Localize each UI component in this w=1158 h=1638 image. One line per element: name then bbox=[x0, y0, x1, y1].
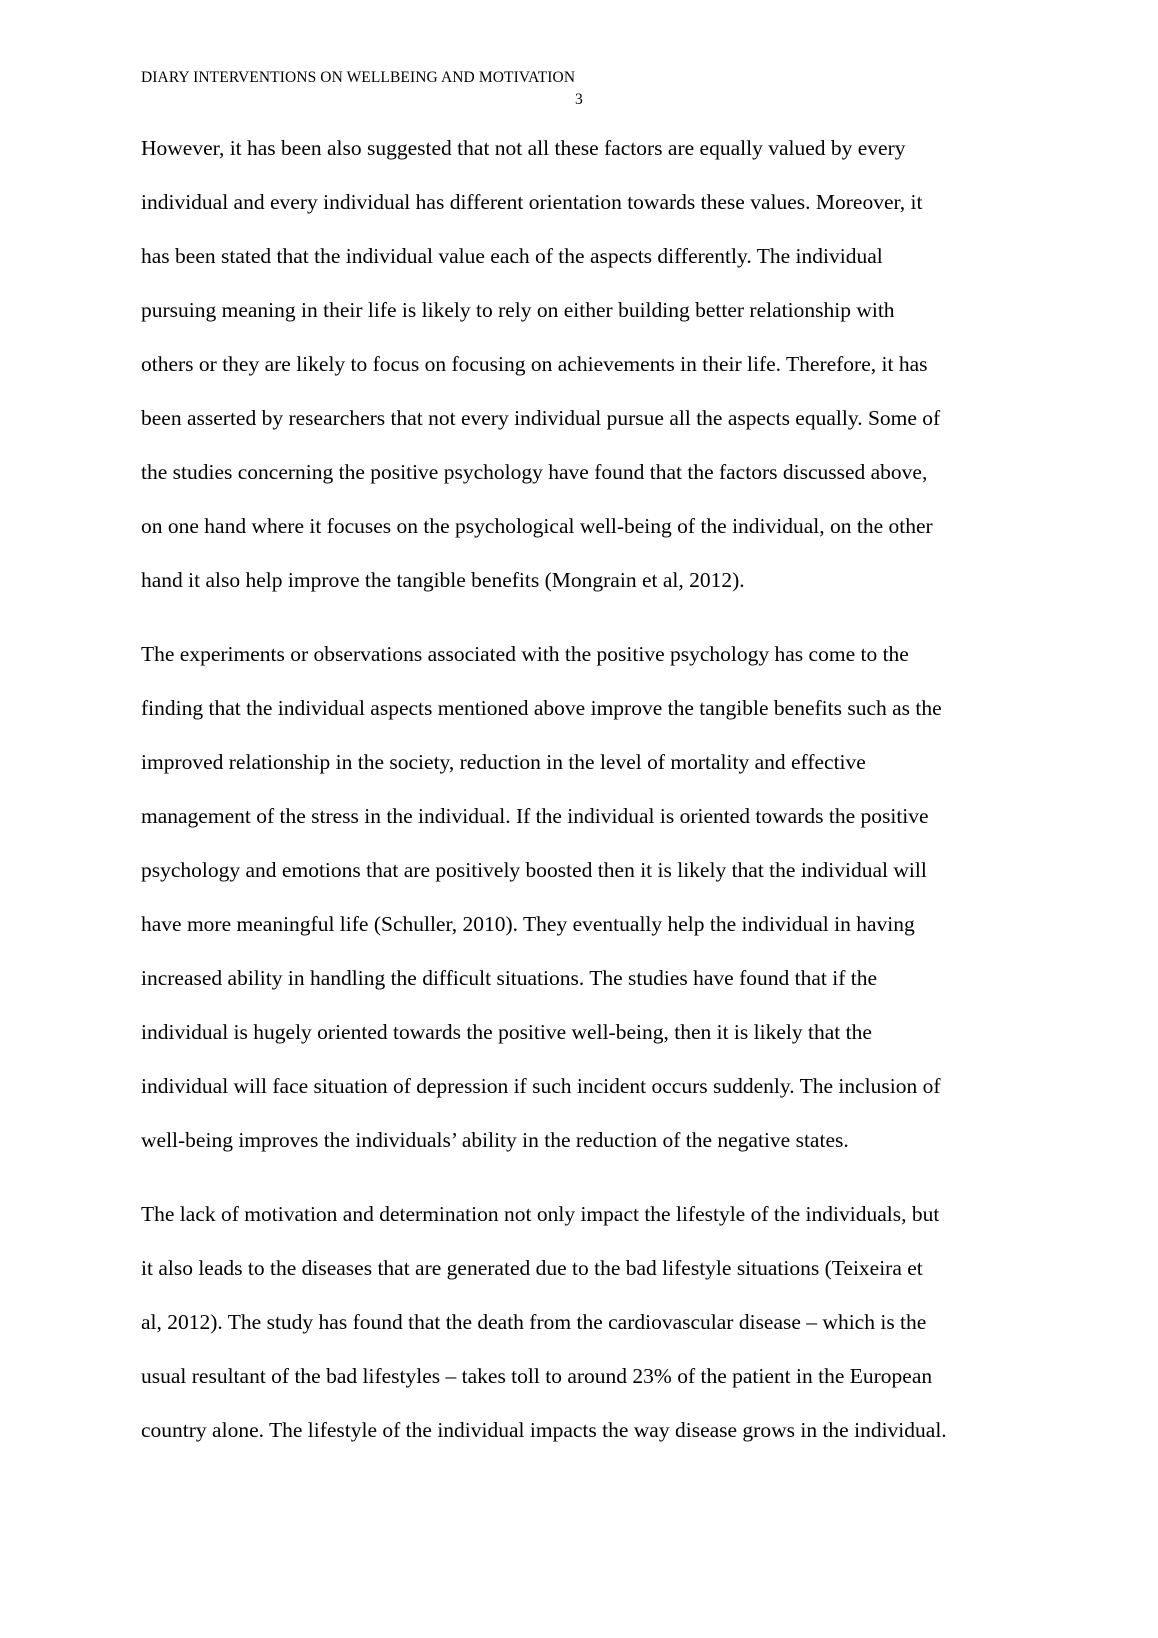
body-text bbox=[141, 136, 1031, 1492]
text-line: management of the stress in the individual. If the individual is oriented towards the positive bbox=[141, 804, 929, 828]
text-line: usual resultant of the bad lifestyles – takes toll to around 23% of the patient in the European bbox=[141, 1364, 933, 1388]
text-line: country alone. The lifestyle of the individual impacts the way disease grows in the individual. bbox=[141, 1418, 947, 1442]
text-line: al, 2012). The study has found that the death from the cardiovascular disease – which is the bbox=[141, 1310, 927, 1334]
text-line: The lack of motivation and determination not only impact the lifestyle of the individuals, but bbox=[141, 1202, 940, 1226]
text-line: been asserted by researchers that not every individual pursue all the aspects equally. Some of bbox=[141, 406, 941, 430]
text-line: improved relationship in the society, reduction in the level of mortality and effective bbox=[141, 750, 866, 774]
paragraph-1 bbox=[141, 136, 1031, 622]
text-line: individual will face situation of depression if such incident occurs suddenly. The inclusion of bbox=[141, 1074, 941, 1098]
text-line: pursuing meaning in their life is likely to rely on either building better relationship with bbox=[141, 298, 895, 322]
running-head: DIARY INTERVENTIONS ON WELLBEING AND MOTIVATION bbox=[141, 69, 576, 86]
page-number: 3 bbox=[575, 91, 583, 108]
text-line: The experiments or observations associated with the positive psychology has come to the bbox=[141, 642, 909, 666]
text-line: others or they are likely to focus on focusing on achievements in their life. Therefore, it has bbox=[141, 352, 928, 376]
text-line: finding that the individual aspects mentioned above improve the tangible benefits such as the bbox=[141, 696, 942, 720]
text-line: individual and every individual has different orientation towards these values. Moreover, it bbox=[141, 190, 923, 214]
text-line: individual is hugely oriented towards the positive well-being, then it is likely that the bbox=[141, 1020, 872, 1044]
text-line: However, it has been also suggested that not all these factors are equally valued by every bbox=[141, 136, 906, 160]
text-line: have more meaningful life (Schuller, 2010). They eventually help the individual in having bbox=[141, 912, 915, 936]
text-line: hand it also help improve the tangible benefits (Mongrain et al, 2012). bbox=[141, 568, 745, 592]
text-line: well-being improves the individuals’ ability in the reduction of the negative states. bbox=[141, 1128, 849, 1152]
text-line: the studies concerning the positive psychology have found that the factors discussed above, bbox=[141, 460, 928, 484]
text-line: on one hand where it focuses on the psychological well-being of the individual, on the other bbox=[141, 514, 933, 538]
text-line: psychology and emotions that are positively boosted then it is likely that the individual will bbox=[141, 858, 927, 882]
paragraph-2 bbox=[141, 642, 1031, 1182]
paragraph-3 bbox=[141, 1202, 1031, 1472]
text-line: it also leads to the diseases that are generated due to the bad lifestyle situations (Teixeira et bbox=[141, 1256, 923, 1280]
text-line: has been stated that the individual value each of the aspects differently. The individual bbox=[141, 244, 883, 268]
text-line: increased ability in handling the difficult situations. The studies have found that if the bbox=[141, 966, 878, 990]
